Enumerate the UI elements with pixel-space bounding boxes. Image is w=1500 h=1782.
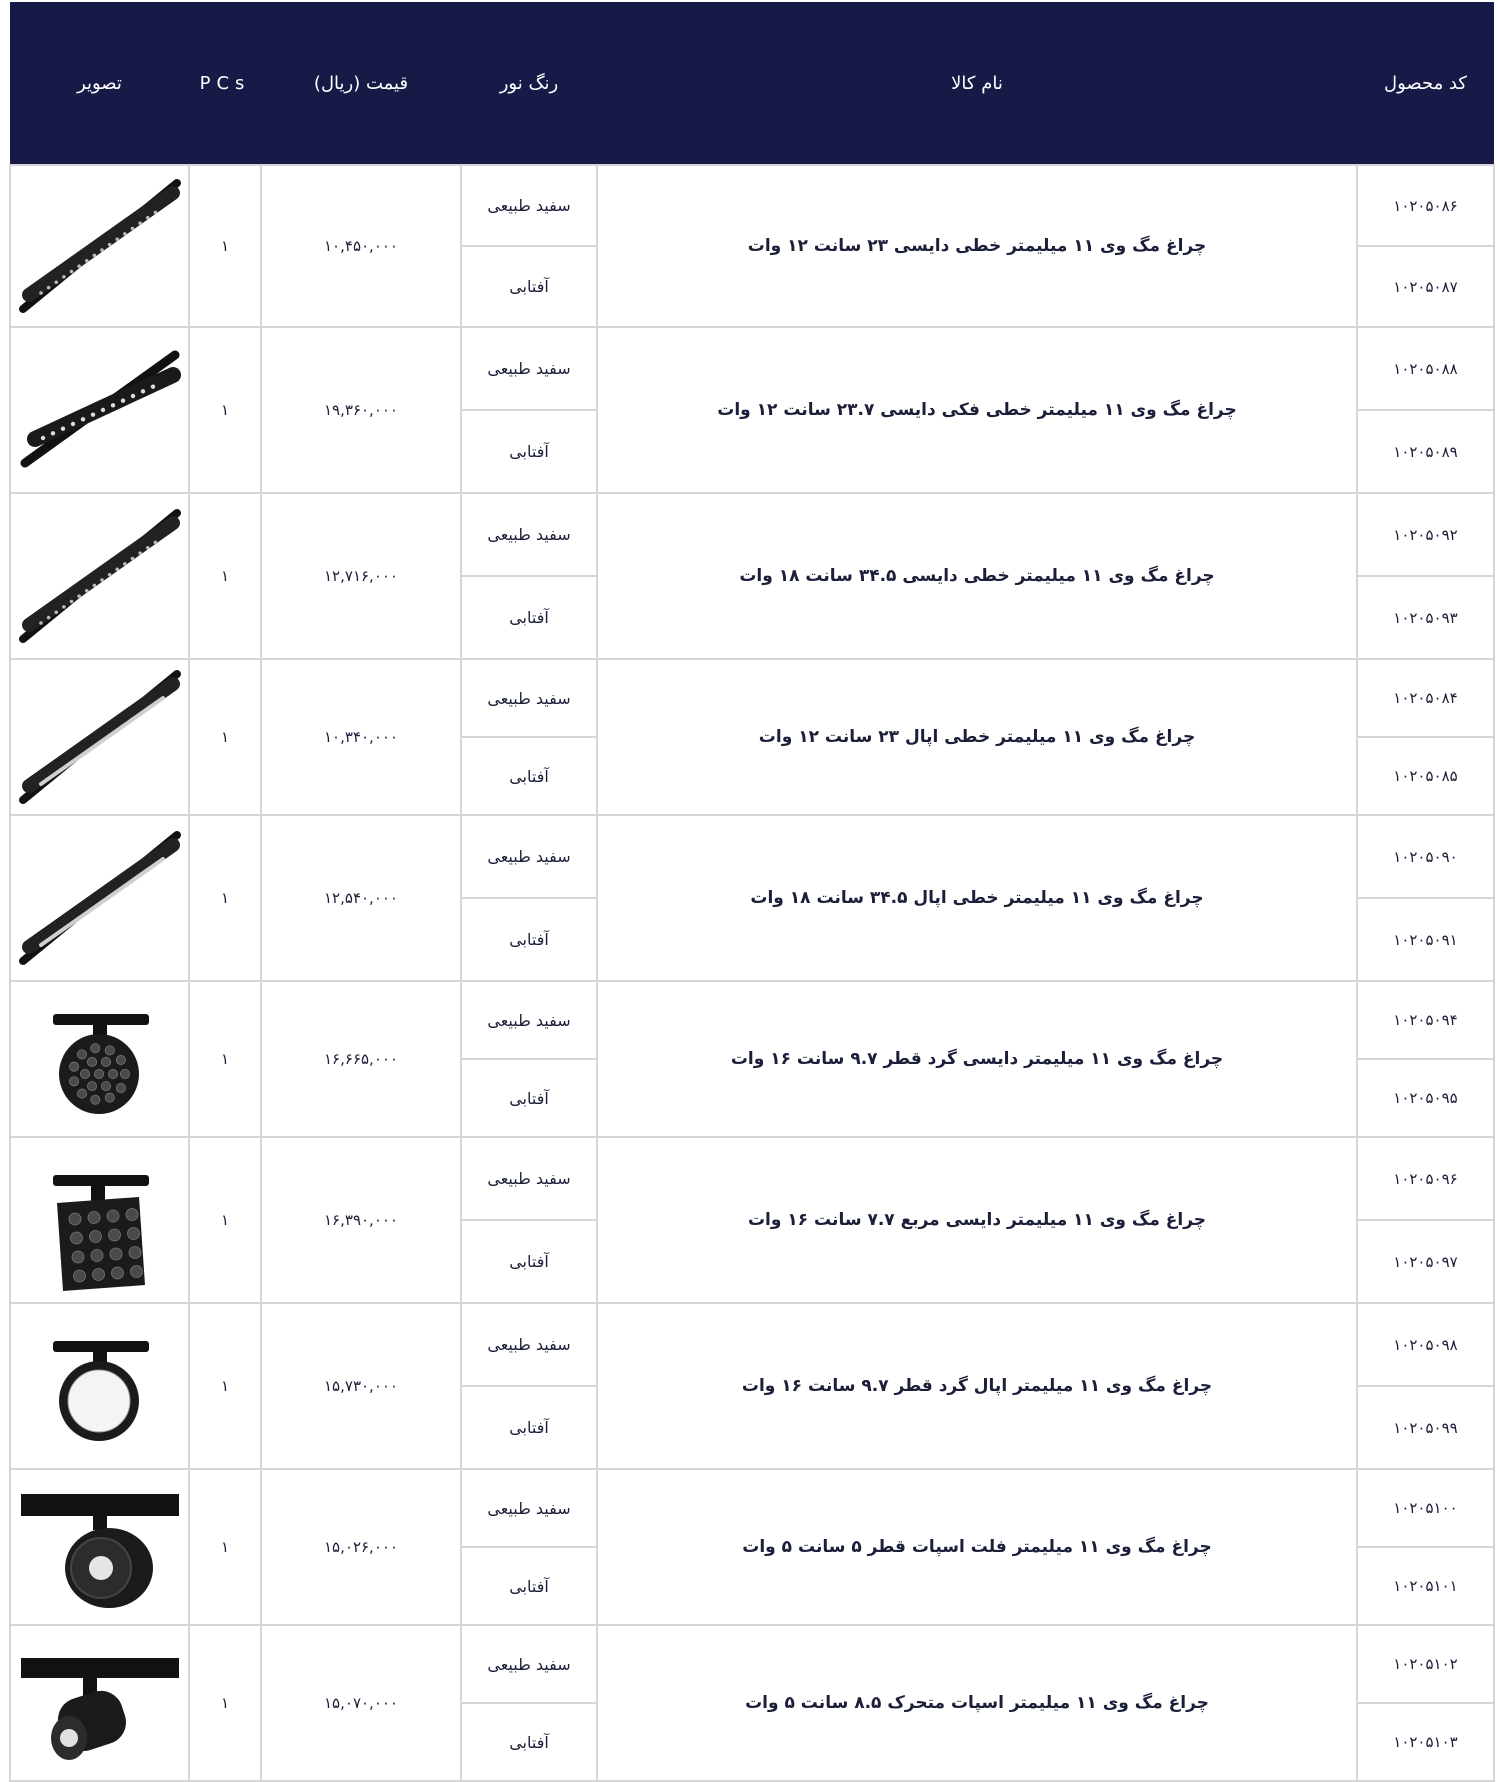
- product-code: ۱۰۲۰۵۱۰۳: [1357, 1703, 1494, 1781]
- product-code: ۱۰۲۰۵۰۹۸: [1357, 1303, 1494, 1386]
- product-code: ۱۰۲۰۵۰۸۹: [1357, 410, 1494, 493]
- light-color: سفید طبیعی: [461, 165, 597, 246]
- product-price: ۱۹,۳۶۰,۰۰۰: [261, 327, 461, 493]
- square-dicey-lamp-icon: [17, 1145, 182, 1295]
- product-code: ۱۰۲۰۵۰۹۵: [1357, 1059, 1494, 1137]
- light-color: آفتابی: [461, 737, 597, 815]
- light-color: سفید طبیعی: [461, 1469, 597, 1547]
- product-price: ۱۰,۳۴۰,۰۰۰: [261, 659, 461, 815]
- product-price: ۱۲,۷۱۶,۰۰۰: [261, 493, 461, 659]
- price-list-sheet: [9, 2, 1493, 1752]
- product-name: چراغ مگ وی ۱۱ میلیمتر دایسی مربع ۷.۷ سانت ۱۶ وات: [597, 1137, 1357, 1303]
- light-color: سفید طبیعی: [461, 659, 597, 737]
- product-code: ۱۰۲۰۵۰۹۳: [1357, 576, 1494, 659]
- table-row: [10, 327, 1494, 410]
- table-body: [10, 165, 1494, 1781]
- light-color: سفید طبیعی: [461, 815, 597, 898]
- linear-opal-lamp-icon: [17, 823, 182, 973]
- product-qty: ۱: [189, 659, 261, 815]
- product-code: ۱۰۲۰۵۰۹۹: [1357, 1386, 1494, 1469]
- header-price: قیمت (ریال): [261, 2, 461, 165]
- product-name: چراغ مگ وی ۱۱ میلیمتر خطی اپال ۲۳ سانت ۱۲ وات: [597, 659, 1357, 815]
- product-price: ۱۰,۴۵۰,۰۰۰: [261, 165, 461, 327]
- product-code: ۱۰۲۰۵۰۸۴: [1357, 659, 1494, 737]
- price-table: [9, 2, 1495, 1782]
- product-qty: ۱: [189, 1137, 261, 1303]
- product-name: چراغ مگ وی ۱۱ میلیمتر خطی اپال ۳۴.۵ سانت ۱۸ وات: [597, 815, 1357, 981]
- light-color: آفتابی: [461, 576, 597, 659]
- product-name: چراغ مگ وی ۱۱ میلیمتر خطی دایسی ۳۴.۵ سانت ۱۸ وات: [597, 493, 1357, 659]
- light-color: سفید طبیعی: [461, 493, 597, 576]
- linear-opal-lamp-icon: [17, 662, 182, 812]
- light-color: سفید طبیعی: [461, 1137, 597, 1220]
- product-code: ۱۰۲۰۵۰۹۰: [1357, 815, 1494, 898]
- product-qty: ۱: [189, 1625, 261, 1781]
- product-qty: ۱: [189, 165, 261, 327]
- product-code: ۱۰۲۰۵۰۹۴: [1357, 981, 1494, 1059]
- product-image: [10, 1469, 189, 1625]
- round-dicey-lamp-icon: [17, 984, 182, 1134]
- table-row: [10, 493, 1494, 576]
- product-code: ۱۰۲۰۵۰۸۸: [1357, 327, 1494, 410]
- product-price: ۱۶,۶۶۵,۰۰۰: [261, 981, 461, 1137]
- light-color: آفتابی: [461, 1547, 597, 1625]
- table-row: [10, 1137, 1494, 1220]
- header-qty: PCs: [189, 2, 261, 165]
- light-color: سفید طبیعی: [461, 327, 597, 410]
- product-image: [10, 1303, 189, 1469]
- product-qty: ۱: [189, 1469, 261, 1625]
- product-code: ۱۰۲۰۵۱۰۰: [1357, 1469, 1494, 1547]
- product-image: [10, 815, 189, 981]
- round-opal-lamp-icon: [17, 1311, 182, 1461]
- product-code: ۱۰۲۰۵۱۰۱: [1357, 1547, 1494, 1625]
- moving-spot-lamp-icon: [17, 1628, 182, 1778]
- product-qty: ۱: [189, 815, 261, 981]
- product-image: [10, 1137, 189, 1303]
- product-name: چراغ مگ وی ۱۱ میلیمتر فلت اسپات قطر ۵ سانت ۵ وات: [597, 1469, 1357, 1625]
- light-color: آفتابی: [461, 1059, 597, 1137]
- header-code: کد محصول: [1357, 2, 1494, 165]
- product-name: چراغ مگ وی ۱۱ میلیمتر اسپات متحرک ۸.۵ سانت ۵ وات: [597, 1625, 1357, 1781]
- table-row: [10, 815, 1494, 898]
- product-code: ۱۰۲۰۵۰۹۶: [1357, 1137, 1494, 1220]
- table-row: [10, 1625, 1494, 1703]
- product-code: ۱۰۲۰۵۰۹۷: [1357, 1220, 1494, 1303]
- product-code: ۱۰۲۰۵۰۹۲: [1357, 493, 1494, 576]
- header-name: نام کالا: [597, 2, 1357, 165]
- table-row: [10, 659, 1494, 737]
- product-code: ۱۰۲۰۵۰۸۶: [1357, 165, 1494, 246]
- product-price: ۱۶,۳۹۰,۰۰۰: [261, 1137, 461, 1303]
- light-color: آفتابی: [461, 410, 597, 493]
- linear-dicey-lamp-icon: [17, 171, 182, 321]
- product-qty: ۱: [189, 327, 261, 493]
- product-image: [10, 165, 189, 327]
- table-row: [10, 1469, 1494, 1547]
- table-row: [10, 165, 1494, 246]
- light-color: آفتابی: [461, 898, 597, 981]
- header-image: تصویر: [10, 2, 189, 165]
- flat-spot-lamp-icon: [17, 1472, 182, 1622]
- table-row: [10, 981, 1494, 1059]
- product-name: چراغ مگ وی ۱۱ میلیمتر خطی فکی دایسی ۲۳.۷ سانت ۱۲ وات: [597, 327, 1357, 493]
- product-image: [10, 659, 189, 815]
- table-header-row: [10, 2, 1494, 165]
- product-code: ۱۰۲۰۵۱۰۲: [1357, 1625, 1494, 1703]
- product-name: چراغ مگ وی ۱۱ میلیمتر دایسی گرد قطر ۹.۷ سانت ۱۶ وات: [597, 981, 1357, 1137]
- product-price: ۱۵,۷۳۰,۰۰۰: [261, 1303, 461, 1469]
- angled-linear-lamp-icon: [17, 335, 182, 485]
- product-image: [10, 981, 189, 1137]
- product-image: [10, 493, 189, 659]
- product-name: چراغ مگ وی ۱۱ میلیمتر اپال گرد قطر ۹.۷ سانت ۱۶ وات: [597, 1303, 1357, 1469]
- product-image: [10, 1625, 189, 1781]
- header-color: رنگ نور: [461, 2, 597, 165]
- product-qty: ۱: [189, 981, 261, 1137]
- light-color: سفید طبیعی: [461, 981, 597, 1059]
- light-color: آفتابی: [461, 1703, 597, 1781]
- product-price: ۱۵,۰۲۶,۰۰۰: [261, 1469, 461, 1625]
- light-color: آفتابی: [461, 1386, 597, 1469]
- product-price: ۱۵,۰۷۰,۰۰۰: [261, 1625, 461, 1781]
- light-color: آفتابی: [461, 246, 597, 327]
- product-code: ۱۰۲۰۵۰۹۱: [1357, 898, 1494, 981]
- light-color: آفتابی: [461, 1220, 597, 1303]
- linear-dicey-lamp-icon: [17, 501, 182, 651]
- product-qty: ۱: [189, 493, 261, 659]
- light-color: سفید طبیعی: [461, 1303, 597, 1386]
- product-price: ۱۲,۵۴۰,۰۰۰: [261, 815, 461, 981]
- product-code: ۱۰۲۰۵۰۸۷: [1357, 246, 1494, 327]
- table-row: [10, 1303, 1494, 1386]
- product-name: چراغ مگ وی ۱۱ میلیمتر خطی دایسی ۲۳ سانت ۱۲ وات: [597, 165, 1357, 327]
- product-code: ۱۰۲۰۵۰۸۵: [1357, 737, 1494, 815]
- light-color: سفید طبیعی: [461, 1625, 597, 1703]
- product-qty: ۱: [189, 1303, 261, 1469]
- product-image: [10, 327, 189, 493]
